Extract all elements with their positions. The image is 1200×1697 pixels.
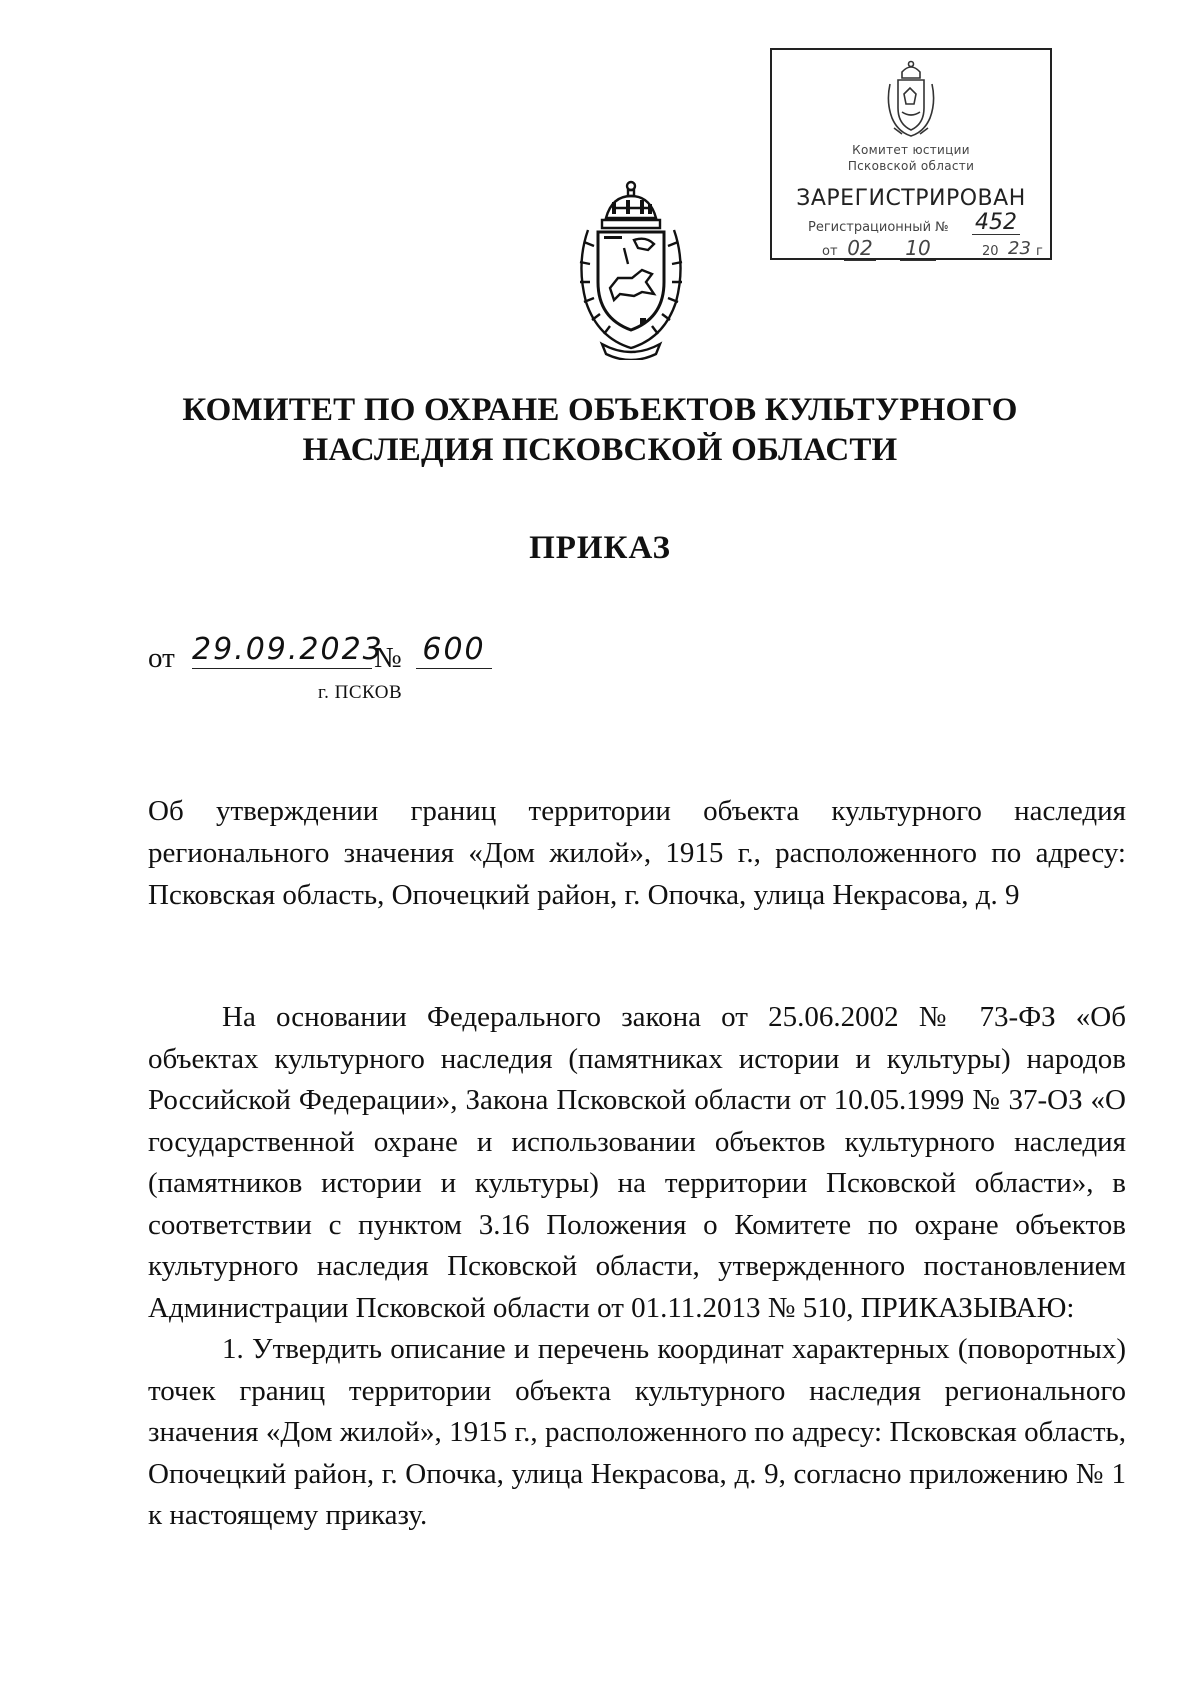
order-item-1: 1. Утвердить описание и перечень координат характерных (поворотных) точек границ территории объекта культурного наследия регионального значения «Дом жилой», 1915 г., расположенного по адресу: Псковская область, Опочецкий район, г. Опочка, улица Некрасова, д. 9, согласно приложению № 1 к настоящему приказу.: [148, 1333, 1126, 1531]
stamp-date: [822, 236, 1043, 260]
registration-stamp: [770, 48, 1052, 260]
order-date-number: [148, 632, 508, 678]
coat-of-arms-icon: [562, 178, 700, 360]
stamp-title: ЗАРЕГИСТРИРОВАН: [796, 186, 1026, 211]
order-body: [148, 997, 1126, 1537]
stamp-reg-label: Регистрационный №: [808, 220, 949, 235]
stamp-year-suffix: 23: [1008, 238, 1031, 259]
stamp-year-prefix: 20: [982, 244, 999, 259]
order-number-label: №: [374, 642, 402, 674]
stamp-org-line1: Комитет юстиции: [852, 143, 970, 157]
stamp-date-prefix: от: [822, 244, 838, 259]
stamp-date-day: 02: [844, 236, 876, 261]
order-subject: Об утверждении границ территории объекта культурного наследия регионального значения «Дом жилой», 1915 г., расположенного по адресу: Псковская область, Опочецкий район, г. Опочка, улица Некрасова, д. 9: [148, 795, 1126, 911]
stamp-reg-number: 452: [972, 212, 1020, 235]
order-date-value: 29.09.2023: [192, 632, 384, 667]
stamp-coat-of-arms-icon: [880, 58, 942, 140]
org-name-line2: НАСЛЕДИЯ ПСКОВСКОЙ ОБЛАСТИ: [302, 432, 898, 468]
order-city: г. ПСКОВ: [318, 682, 403, 703]
stamp-date-month: 10: [900, 236, 936, 261]
order-date-label: от: [148, 642, 175, 674]
org-name-line1: КОМИТЕТ ПО ОХРАНЕ ОБЪЕКТОВ КУЛЬТУРНОГО: [182, 392, 1018, 428]
stamp-org-line2: Псковской области: [847, 159, 975, 173]
stamp-year-unit: г: [1036, 244, 1043, 259]
order-number-value: 600: [416, 632, 492, 669]
order-preamble: На основании Федерального закона от 25.06.2002 № 73-ФЗ «Об объектах культурного наследия (памятниках истории и культуры) народов Российской Федерации», Закона Псковской области от 10.05.1999 № 37-ОЗ «О государственной охране и использовании объектов культурного наследия (памятников истории и культуры) на территории Псковской области», в соответствии с пунктом 3.16 Положения о Комитете по охране объектов культурного наследия Псковской области, утвержденного постановлением Администрации Псковской области от 01.11.2013 № 510, ПРИКАЗЫВАЮ:: [148, 1001, 1126, 1324]
document-type: ПРИКАЗ: [529, 530, 671, 566]
